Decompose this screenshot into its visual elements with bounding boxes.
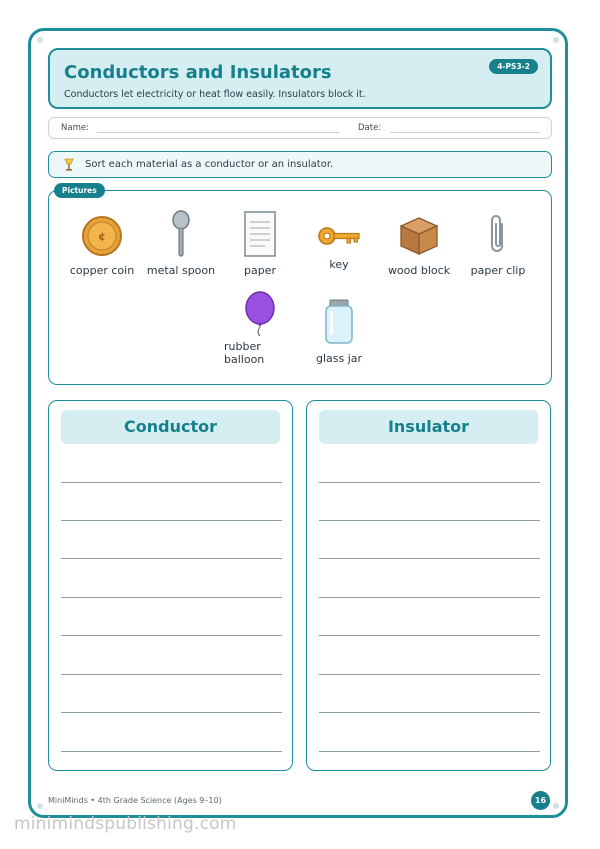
wood-block-icon: [374, 214, 464, 258]
writing-line[interactable]: [319, 520, 540, 521]
key-icon: [294, 220, 384, 252]
name-field[interactable]: [97, 132, 339, 133]
conductor-heading: Conductor: [61, 410, 280, 444]
insulator-column: [306, 400, 551, 771]
paper-icon: [215, 210, 305, 258]
writing-line[interactable]: [319, 558, 540, 559]
date-field[interactable]: [390, 132, 540, 133]
writing-line[interactable]: [319, 597, 540, 598]
writing-line[interactable]: [61, 674, 282, 675]
glass-jar-icon: [294, 298, 384, 346]
picture-label: paper clip: [470, 264, 526, 277]
metal-spoon-icon: [136, 210, 226, 258]
page-subtitle: Conductors let electricity or heat flow easily. Insulators block it.: [64, 89, 366, 100]
writing-line[interactable]: [61, 712, 282, 713]
name-date-bar: [48, 117, 552, 139]
conductor-column: [48, 400, 293, 771]
copper-coin-icon: [57, 214, 147, 258]
picture-label: key: [329, 258, 349, 271]
picture-item-paper-clip[interactable]: [453, 212, 543, 277]
date-label: Date:: [358, 123, 382, 133]
picture-label: rubber balloon: [224, 340, 265, 366]
pictures-tag: Pictures: [54, 183, 105, 198]
page-title: Conductors and Insulators: [64, 62, 332, 83]
writing-line[interactable]: [61, 597, 282, 598]
corner-dot: [37, 37, 43, 43]
corner-dot: [37, 803, 43, 809]
writing-line[interactable]: [61, 482, 282, 483]
page-number: 16: [531, 791, 550, 810]
standard-badge: 4-PS3-2: [489, 59, 538, 74]
writing-line[interactable]: [319, 635, 540, 636]
writing-line[interactable]: [61, 558, 282, 559]
writing-line[interactable]: [61, 635, 282, 636]
insulator-heading: Insulator: [319, 410, 538, 444]
writing-line[interactable]: [319, 482, 540, 483]
picture-label: wood block: [387, 264, 451, 277]
picture-label: copper coin: [69, 264, 135, 277]
picture-item-wood-block[interactable]: [374, 214, 464, 277]
writing-line[interactable]: [319, 751, 540, 752]
writing-line[interactable]: [61, 520, 282, 521]
picture-label: metal spoon: [146, 264, 216, 277]
picture-label: glass jar: [315, 352, 363, 365]
footer-text: MiniMinds • 4th Grade Science (Ages 9–10): [48, 796, 222, 805]
instruction-text: Sort each material as a conductor or an insulator.: [85, 159, 334, 170]
corner-dot: [553, 803, 559, 809]
writing-line[interactable]: [319, 674, 540, 675]
svg-text:¢: ¢: [98, 230, 106, 243]
balloon-icon: [215, 290, 305, 338]
picture-item-metal-spoon[interactable]: [136, 210, 226, 277]
watermark: minimindspublishing.com: [14, 814, 237, 834]
picture-label: paper: [244, 264, 276, 277]
name-label: Name:: [61, 123, 89, 133]
title-header: [48, 48, 552, 109]
picture-item-key[interactable]: [294, 220, 384, 271]
corner-dot: [553, 37, 559, 43]
picture-item-rubber-balloon[interactable]: [215, 290, 305, 366]
writing-line[interactable]: [319, 712, 540, 713]
writing-line[interactable]: [61, 751, 282, 752]
picture-item-glass-jar[interactable]: [294, 298, 384, 365]
instruction-box: [48, 151, 552, 178]
picture-item-paper[interactable]: [215, 210, 305, 277]
picture-item-copper-coin[interactable]: [57, 214, 147, 277]
lamp-icon: [63, 158, 75, 175]
paper-clip-icon: [453, 212, 543, 258]
